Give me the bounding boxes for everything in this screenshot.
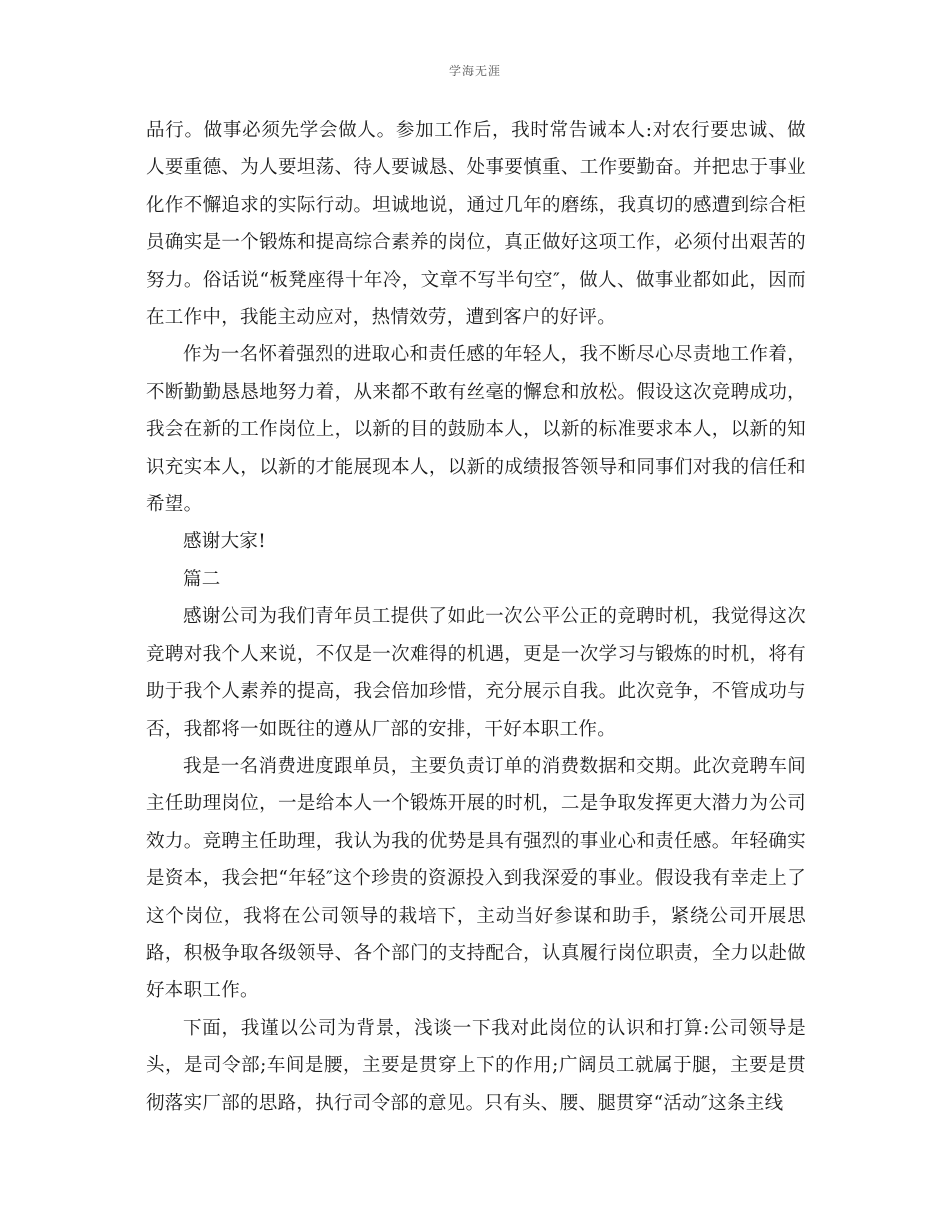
paragraph-3: 感谢公司为我们青年员工提供了如此一次公平公正的竞聘时机，我觉得这次竞聘对我个人来说，不仅是一次难得的机遇，更是一次学习与锻炼的时机，将有助于我个人素养的提高，我会倍加珍惜，充分展示自我。此次竞争，不管成功与否，我都将一如既往的遵从厂部的安排，干好本职工作。 xyxy=(146,606,806,740)
document-body xyxy=(146,112,806,1122)
paragraph-thanks: 感谢大家! xyxy=(183,531,266,553)
paragraph-5: 下面，我谨以公司为背景，浅谈一下我对此岗位的认识和打算:公司领导是头，是司令部;车间是腰，主要是贯穿上下的作用;广阔员工就属于腿，主要是贯彻落实厂部的思路，执行司令部的意见。只有头、腰、腿贯穿“活动″这条主线 xyxy=(146,1017,806,1114)
paragraph-4: 我是一名消费进度跟单员，主要负责订单的消费数据和交期。此次竞聘车间主任助理岗位，一是给本人一个锻炼开展的时机，二是争取发挥更大潜力为公司效力。竞聘主任助理，我认为我的优势是具有强烈的事业心和责任感。年轻确实是资本，我会把“年轻″这个珍贵的资源投入到我深爱的事业。假设我有幸走上了这个岗位，我将在公司领导的栽培下，主动当好参谋和助手，紧绕公司开展思路，积极争取各级领导、各个部门的支持配合，认真履行岗位职责，全力以赴做好本职工作。 xyxy=(146,755,806,1002)
paragraph-2: 作为一名怀着强烈的进取心和责任感的年轻人，我不断尽心尽责地工作着，不断勤勤恳恳地努力着，从来都不敢有丝毫的懈怠和放松。假设这次竞聘成功，我会在新的工作岗位上，以新的目的鼓励本人，以新的标准要求本人，以新的知识充实本人，以新的才能展现本人，以新的成绩报答领导和同事们对我的信任和希望。 xyxy=(146,344,806,516)
paragraph-1: 品行。做事必须先学会做人。参加工作后，我时常告诫本人:对农行要忠诚、做人要重德、为人要坦荡、待人要诚恳、处事要慎重、工作要勤奋。并把忠于事业化作不懈追求的实际行动。坦诚地说，通过几年的磨练，我真切的感遭到综合柜员确实是一个锻炼和提高综合素养的岗位，真正做好这项工作，必须付出艰苦的努力。俗话说“板凳座得十年冷，文章不写半句空″，做人、做事业都如此，因而在工作中，我能主动应对，热情效劳，遭到客户的好评。 xyxy=(146,120,806,329)
section-heading: 篇二 xyxy=(183,568,221,590)
page-header: 学海无涯 xyxy=(448,64,501,78)
